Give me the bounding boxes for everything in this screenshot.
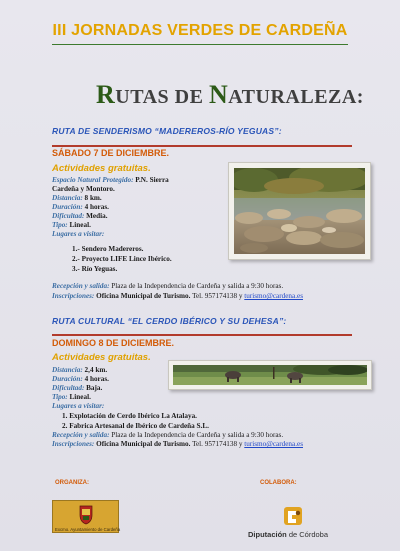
- route1-title: RUTA DE SENDERISMO “MADEREROS-RÍO YEGUAS”:: [52, 126, 282, 136]
- route2-meeting-label: Recepción y salida:: [52, 431, 110, 439]
- route1-place-item: 1.- Sendero Madereros.: [72, 245, 144, 253]
- route2-difficulty-value: Baja.: [84, 384, 103, 392]
- diputacion-name: [248, 530, 328, 539]
- diputacion-name-bold: Diputación: [248, 530, 287, 539]
- route2-meeting-line: [52, 431, 283, 439]
- route2-place-item: 1. Explotación de Cerdo Ibérico La Atalaya.: [62, 412, 197, 420]
- route1-place-label: Espacio Natural Protegido:: [52, 176, 134, 184]
- route1-places-label: Lugares a visitar:: [52, 230, 105, 238]
- route1-duration-value: 4 horas.: [82, 203, 109, 211]
- route2-registrations-line: [52, 440, 303, 448]
- route1-distance-line: [52, 194, 102, 202]
- route1-registrations-label: Inscripciones:: [52, 292, 95, 300]
- heading-cap-r: R: [96, 80, 116, 109]
- pigs-photo-image: [173, 365, 367, 385]
- cardena-logo-text: Excmo. Ayuntamiento de Cardeña: [55, 527, 121, 532]
- route1-activities: Actividades gratuitas.: [52, 163, 151, 174]
- route1-registrations-value: Oficina Municipal de Turismo.: [94, 292, 191, 300]
- route1-place-line: [52, 176, 169, 184]
- route1-type-value: Lineal.: [67, 221, 91, 229]
- route1-place-value: P.N. Sierra: [133, 176, 169, 184]
- route2-place-item: 2. Fabrica Artesanal de Ibérico de Cardeña S.L.: [62, 422, 209, 430]
- pigs-photo: [168, 360, 372, 390]
- route2-day: DOMINGO 8 DE DICIEMBRE.: [52, 338, 175, 348]
- diputacion-name-rest: de Córdoba: [286, 530, 329, 539]
- route1-type-label: Tipo:: [52, 221, 68, 229]
- route1-place-item: 3.- Río Yeguas.: [72, 265, 118, 273]
- route1-difficulty-value: Media.: [84, 212, 108, 220]
- route2-registrations-label: Inscripciones:: [52, 440, 95, 448]
- route2-distance-label: Distancia:: [52, 366, 83, 374]
- route1-difficulty-line: [52, 212, 108, 220]
- route1-distance-value: 8 km.: [82, 194, 102, 202]
- route2-distance-line: [52, 366, 107, 374]
- route1-day: SÁBADO 7 DE DICIEMBRE.: [52, 148, 170, 158]
- route1-place-value2: Cardeña y Montoro.: [52, 185, 115, 193]
- route1-place-item: 2.- Proyecto LIFE Lince Ibérico.: [72, 255, 172, 263]
- route2-type-label: Tipo:: [52, 393, 68, 401]
- route1-registrations-line: [52, 292, 303, 300]
- route1-meeting-value: Plaza de la Independencia de Cardeña y salida a 9:30 horas.: [109, 282, 284, 290]
- section-heading: [96, 80, 364, 110]
- route1-type-line: [52, 221, 91, 229]
- route2-type-line: [52, 393, 91, 401]
- route2-email-link[interactable]: turismo@cardena.es: [244, 440, 303, 448]
- poster-title: III JORNADAS VERDES DE CARDEÑA: [52, 22, 348, 39]
- coat-of-arms-icon: [78, 505, 94, 525]
- organiza-label: ORGANIZA:: [55, 480, 89, 486]
- route2-duration-line: [52, 375, 109, 383]
- route2-difficulty-line: [52, 384, 102, 392]
- route1-divider: [52, 145, 352, 147]
- heading-cap-n: N: [208, 80, 229, 109]
- route2-difficulty-label: Dificultad:: [52, 384, 85, 392]
- heading-part-1: UTAS DE: [115, 86, 209, 108]
- route2-meeting-value: Plaza de la Independencia de Cardeña y salida a 9:30 horas.: [109, 431, 284, 439]
- colabora-label: COLABORA:: [260, 480, 297, 486]
- route1-duration-label: Duración:: [52, 203, 83, 211]
- route2-registrations-tel: Tel. 957174138 y: [190, 440, 245, 448]
- route1-email-link[interactable]: turismo@cardena.es: [244, 292, 303, 300]
- route1-meeting-line: [52, 282, 283, 290]
- heading-part-2: ATURALEZA:: [228, 86, 364, 108]
- route2-registrations-value: Oficina Municipal de Turismo.: [94, 440, 191, 448]
- route2-divider: [52, 334, 352, 336]
- diputacion-logo-icon: [282, 505, 306, 527]
- route2-activities: Actividades gratuitas.: [52, 352, 151, 363]
- route1-meeting-label: Recepción y salida:: [52, 282, 110, 290]
- route1-distance-label: Distancia:: [52, 194, 83, 202]
- route2-places-label: Lugares a visitar:: [52, 402, 105, 410]
- route1-registrations-tel: Tel. 957174138 y: [190, 292, 245, 300]
- route2-type-value: Lineal.: [67, 393, 91, 401]
- route2-duration-value: 4 horas.: [82, 375, 109, 383]
- route1-difficulty-label: Dificultad:: [52, 212, 85, 220]
- river-photo: [228, 162, 371, 260]
- title-underline: [52, 44, 348, 45]
- route2-title: RUTA CULTURAL “EL CERDO IBÉRICO Y SU DEHESA”:: [52, 316, 287, 326]
- route2-distance-value: 2,4 km.: [82, 366, 108, 374]
- river-photo-image: [234, 168, 365, 254]
- route2-duration-label: Duración:: [52, 375, 83, 383]
- route1-duration-line: [52, 203, 109, 211]
